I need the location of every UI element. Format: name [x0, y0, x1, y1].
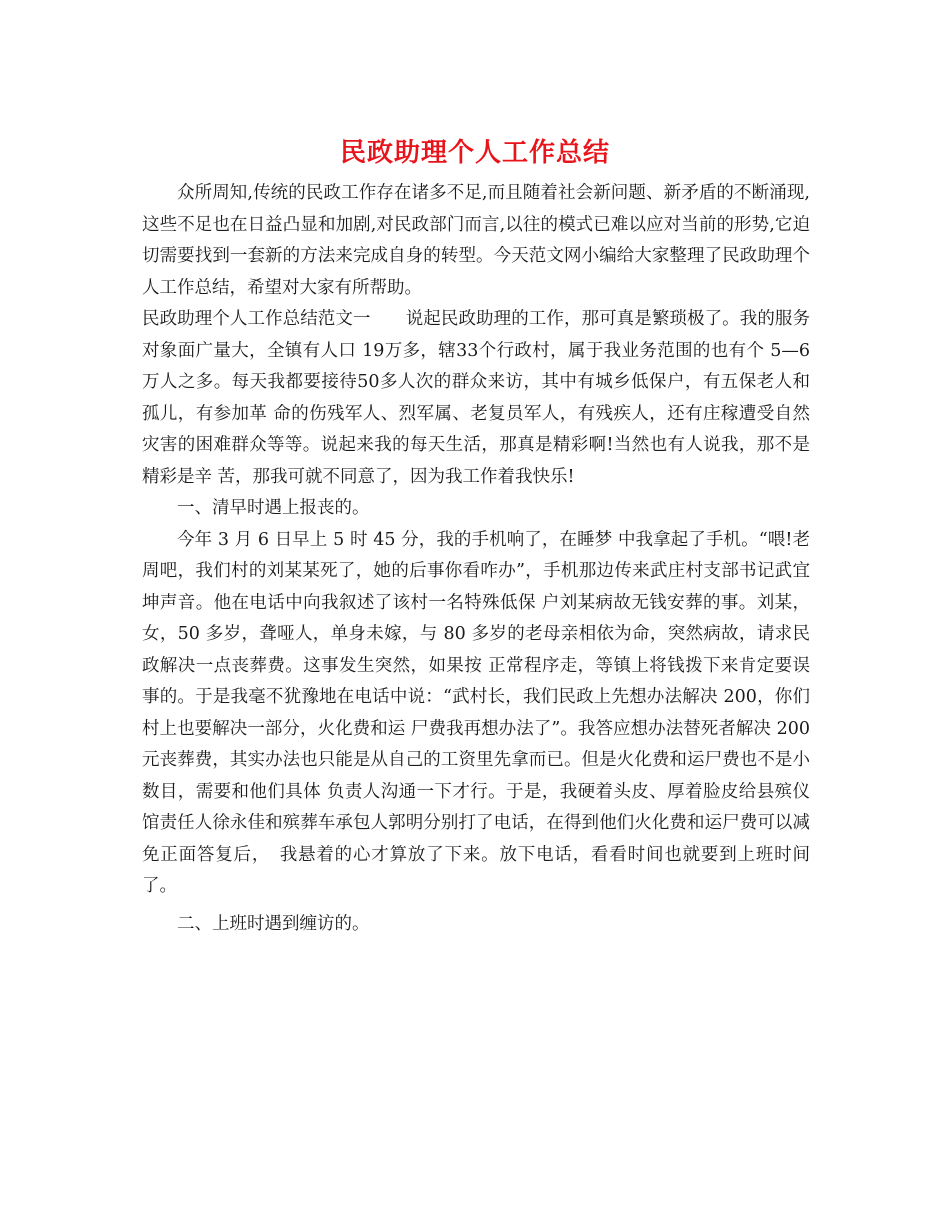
sample-intro-paragraph: 民政助理个人工作总结范文一 说起民政助理的工作，那可真是繁琐极了。我的服务对象面广量大，全镇有人口 19万多，辖33个行政村，属于我业务范围的也有个 5—6 万人之多。每天我都要接待50多人次的群众来访，其中有城乡低保户，有五保老人和孤儿，有参加革 命的伤残军人、烈军属、老复员军人，有残疾人，还有庄稼遭受自然灾害的困难群众等等。说起来我的每天生活，那真是精彩啊!当然也有人说我，那不是精彩是辛 苦，那我可就不同意了，因为我工作着我快乐!: [142, 309, 810, 487]
section-heading-1: 一、清早时遇上报丧的。: [177, 498, 370, 518]
section-paragraph-1: 今年 3 月 6 日早上 5 时 45 分，我的手机响了，在睡梦 中我拿起了手机。“喂!老周吧，我们村的刘某某死了，她的后事你看咋办”，手机那边传来武庄村支部书记武宜坤声音。他在电话中向我叙述了该村一名特殊低保 户刘某病故无钱安葬的事。刘某，女，50 多岁，聋哑人，单身未嫁，与 80 多岁的老母亲相依为命，突然病故，请求民政解决一点丧葬费。这事发生突然，如果按 正常程序走，等镇上将钱拨下来肯定要误事的。于是我毫不犹豫地在电话中说：“武村长，我们民政上先想办法解决 200，你们村上也要解决一部分，火化费和运 尸费我再想办法了”。我答应想办法替死者解决 200 元丧葬费，其实办法也只能是从自己的工资里先拿而已。但是火化费和运尸费也不是小数目，需要和他们具体 负责人沟通一下才行。于是，我硬着头皮、厚着脸皮给县殡仪馆责任人徐永佳和殡葬车承包人郭明分别打了电话，在得到他们火化费和运尸费可以减免正面答复后， 我悬着的心才算放了下来。放下电话，看看时间也就要到上班时间了。: [142, 529, 810, 896]
intro-paragraph: 众所周知,传统的民政工作存在诸多不足,而且随着社会新问题、新矛盾的不断涌现,这些不足也在日益凸显和加剧,对民政部门而言,以往的模式已难以应对当前的形势,它迫切需要找到一套新的方法来完成自身的转型。今天范文网小编给大家整理了民政助理个人工作总结，希望对大家有所帮助。: [142, 183, 810, 298]
document-body: [142, 178, 810, 940]
section-heading-2: 二、上班时遇到缠访的。: [177, 913, 370, 934]
document-title: 民政助理个人工作总结: [339, 138, 610, 168]
